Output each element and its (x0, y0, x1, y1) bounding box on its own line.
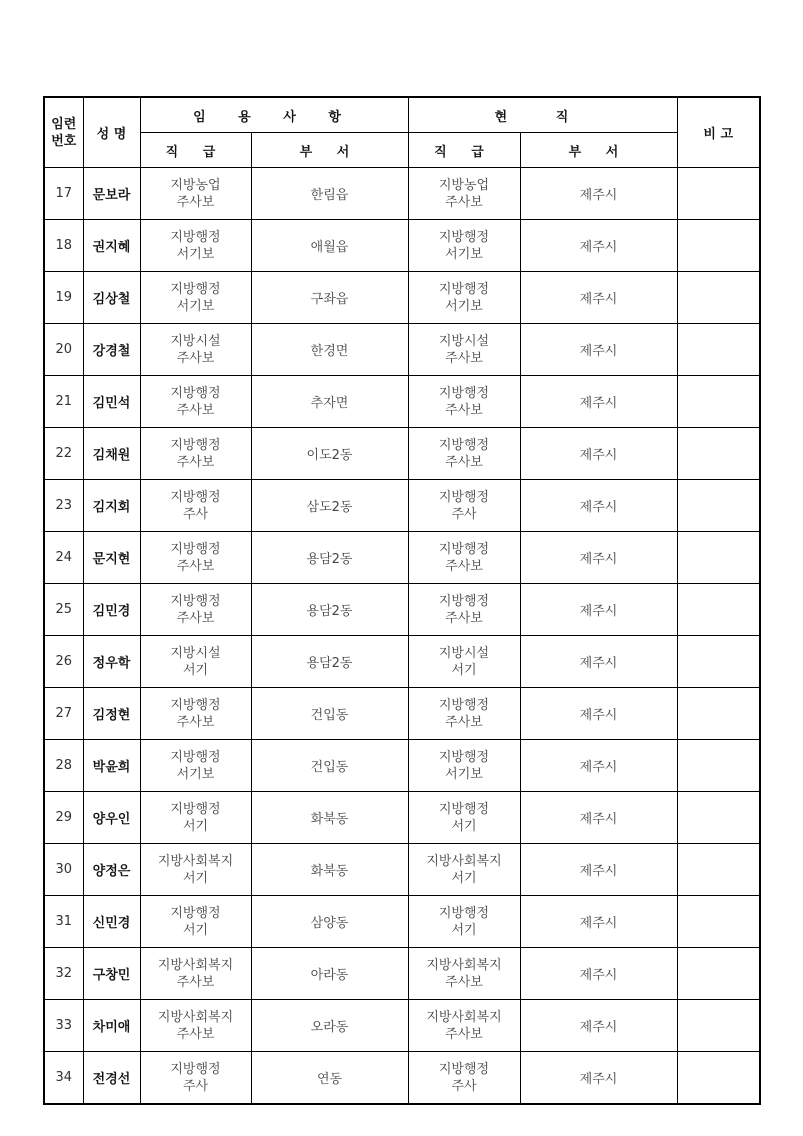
new-department: 이도2동 (251, 428, 408, 480)
new-grade-line1: 지방행정 (170, 281, 221, 297)
table-row (44, 1052, 760, 1105)
remark-cell (677, 532, 760, 584)
table-row (44, 688, 760, 740)
current-grade-line1: 지방행정 (438, 385, 490, 401)
current-department: 제주시 (520, 740, 677, 792)
new-department: 화북동 (251, 844, 408, 896)
remark-cell (677, 480, 760, 532)
order-number: 23 (44, 480, 83, 532)
new-grade-line2: 서기 (182, 818, 209, 834)
table-row (44, 480, 760, 532)
header-current-position: 현 직 (408, 97, 677, 133)
person-name: 김민석 (83, 376, 140, 428)
current-grade (408, 688, 520, 740)
current-grade-line2: 서기보 (445, 766, 483, 782)
current-grade (408, 792, 520, 844)
new-grade-line1: 지방행정 (170, 1061, 221, 1077)
current-grade-line2: 주사보 (445, 350, 483, 366)
current-department: 제주시 (520, 168, 677, 220)
new-grade (140, 740, 251, 792)
new-department: 용담2동 (251, 532, 408, 584)
person-name: 구창민 (83, 948, 140, 1000)
new-grade-line1: 지방행정 (170, 905, 221, 921)
new-department: 구좌읍 (251, 272, 408, 324)
table-row (44, 740, 760, 792)
current-grade-line1: 지방행정 (438, 489, 490, 505)
new-grade (140, 688, 251, 740)
current-grade-line1: 지방사회복지 (426, 853, 502, 869)
remark-cell (677, 792, 760, 844)
current-department: 제주시 (520, 688, 677, 740)
current-department: 제주시 (520, 220, 677, 272)
order-number: 18 (44, 220, 83, 272)
current-department: 제주시 (520, 1000, 677, 1052)
new-grade-line1: 지방행정 (170, 541, 221, 557)
new-grade-line1: 지방사회복지 (157, 957, 234, 973)
current-grade-line2: 주사 (451, 1078, 477, 1094)
table-row (44, 324, 760, 376)
current-grade-line1: 지방행정 (438, 697, 490, 713)
new-grade-line1: 지방행정 (170, 697, 221, 713)
new-grade (140, 1052, 251, 1105)
order-number: 33 (44, 1000, 83, 1052)
person-name: 김정현 (83, 688, 140, 740)
current-department: 제주시 (520, 532, 677, 584)
current-grade-line1: 지방농업 (438, 177, 490, 193)
current-grade-line2: 주사보 (445, 714, 483, 730)
order-number: 34 (44, 1052, 83, 1105)
new-grade-line1: 지방행정 (170, 593, 221, 609)
person-name: 문보라 (83, 168, 140, 220)
new-grade-line2: 서기 (182, 870, 209, 886)
table-row (44, 896, 760, 948)
current-grade-line1: 지방행정 (438, 801, 490, 817)
order-number: 30 (44, 844, 83, 896)
new-grade-line1: 지방농업 (170, 177, 221, 193)
remark-cell (677, 740, 760, 792)
new-grade (140, 948, 251, 1000)
current-grade (408, 220, 520, 272)
table-row (44, 532, 760, 584)
new-grade (140, 792, 251, 844)
table-row (44, 1000, 760, 1052)
current-grade (408, 532, 520, 584)
new-grade-line1: 지방행정 (170, 749, 221, 765)
new-grade-line1: 지방행정 (170, 229, 221, 245)
person-name: 신민경 (83, 896, 140, 948)
remark-cell (677, 584, 760, 636)
new-department: 화북동 (251, 792, 408, 844)
header-row-top (44, 97, 760, 133)
new-grade-line2: 주사보 (176, 454, 215, 470)
new-department: 아라동 (251, 948, 408, 1000)
remark-cell (677, 428, 760, 480)
current-grade (408, 428, 520, 480)
current-department: 제주시 (520, 896, 677, 948)
new-department: 오라동 (251, 1000, 408, 1052)
new-grade-line2: 주사보 (176, 714, 215, 730)
new-department: 한경면 (251, 324, 408, 376)
current-grade-line2: 주사보 (445, 194, 483, 210)
current-grade-line1: 지방사회복지 (426, 957, 502, 973)
new-grade-line2: 서기 (182, 922, 209, 938)
new-grade-line1: 지방시설 (170, 645, 221, 661)
order-number: 26 (44, 636, 83, 688)
appointment-roster-table (43, 96, 761, 1105)
new-grade (140, 1000, 251, 1052)
table-row (44, 220, 760, 272)
remark-cell (677, 896, 760, 948)
remark-cell (677, 324, 760, 376)
header-name: 성 명 (83, 97, 140, 168)
order-number: 32 (44, 948, 83, 1000)
person-name: 정우학 (83, 636, 140, 688)
current-grade-line1: 지방행정 (438, 1061, 490, 1077)
header-current-grade: 직 급 (408, 133, 520, 168)
current-grade (408, 948, 520, 1000)
new-grade (140, 636, 251, 688)
current-department: 제주시 (520, 792, 677, 844)
order-number: 27 (44, 688, 83, 740)
table-row (44, 168, 760, 220)
new-grade (140, 532, 251, 584)
table-row (44, 948, 760, 1000)
new-grade-line1: 지방시설 (170, 333, 221, 349)
order-number: 19 (44, 272, 83, 324)
remark-cell (677, 844, 760, 896)
roster-body (44, 168, 760, 1105)
new-grade (140, 272, 251, 324)
current-grade (408, 324, 520, 376)
new-grade-line1: 지방사회복지 (157, 853, 234, 869)
current-grade-line2: 서기 (451, 818, 477, 834)
current-grade-line2: 주사 (451, 506, 477, 522)
new-department: 추자면 (251, 376, 408, 428)
current-department: 제주시 (520, 948, 677, 1000)
current-grade-line2: 주사보 (445, 454, 483, 470)
current-department: 제주시 (520, 272, 677, 324)
remark-cell (677, 636, 760, 688)
current-grade (408, 740, 520, 792)
new-grade-line2: 주사보 (176, 1026, 215, 1042)
new-department: 삼양동 (251, 896, 408, 948)
new-grade (140, 168, 251, 220)
new-department: 삼도2동 (251, 480, 408, 532)
person-name: 차미애 (83, 1000, 140, 1052)
table-row (44, 792, 760, 844)
person-name: 김채원 (83, 428, 140, 480)
current-grade-line1: 지방행정 (438, 905, 490, 921)
order-number: 20 (44, 324, 83, 376)
current-grade-line1: 지방행정 (438, 437, 490, 453)
remark-cell (677, 220, 760, 272)
header-order-no-line2: 번호 (51, 133, 77, 149)
table-row (44, 272, 760, 324)
table-row (44, 844, 760, 896)
order-number: 21 (44, 376, 83, 428)
new-grade (140, 428, 251, 480)
table-row (44, 636, 760, 688)
new-department: 용담2동 (251, 584, 408, 636)
current-department: 제주시 (520, 584, 677, 636)
new-grade (140, 480, 251, 532)
new-department: 한림읍 (251, 168, 408, 220)
table-row (44, 428, 760, 480)
person-name: 박윤희 (83, 740, 140, 792)
person-name: 양우인 (83, 792, 140, 844)
remark-cell (677, 688, 760, 740)
new-grade-line2: 주사 (182, 1078, 209, 1094)
order-number: 17 (44, 168, 83, 220)
new-department: 연동 (251, 1052, 408, 1105)
current-grade (408, 636, 520, 688)
remark-cell (677, 948, 760, 1000)
new-grade-line2: 주사보 (176, 974, 215, 990)
current-grade-line2: 주사보 (445, 610, 483, 626)
new-department: 애월읍 (251, 220, 408, 272)
current-department: 제주시 (520, 1052, 677, 1105)
header-new-grade: 직 급 (140, 133, 251, 168)
current-grade-line2: 주사보 (445, 974, 483, 990)
new-grade-line1: 지방행정 (170, 489, 221, 505)
order-number: 24 (44, 532, 83, 584)
new-grade-line2: 서기보 (176, 246, 215, 262)
new-grade-line2: 서기보 (176, 766, 215, 782)
new-department: 용담2동 (251, 636, 408, 688)
current-grade-line1: 지방행정 (438, 749, 490, 765)
header-order-no (44, 97, 83, 168)
order-number: 22 (44, 428, 83, 480)
current-grade-line2: 서기 (451, 870, 477, 886)
current-grade (408, 376, 520, 428)
current-grade-line1: 지방행정 (438, 593, 490, 609)
header-order-no-line1: 임련 (51, 116, 77, 132)
table-row (44, 584, 760, 636)
person-name: 김상철 (83, 272, 140, 324)
current-grade (408, 168, 520, 220)
new-grade (140, 896, 251, 948)
current-grade (408, 1052, 520, 1105)
current-grade-line1: 지방행정 (438, 281, 490, 297)
current-department: 제주시 (520, 844, 677, 896)
remark-cell (677, 376, 760, 428)
current-grade-line1: 지방시설 (438, 645, 490, 661)
person-name: 전경선 (83, 1052, 140, 1105)
remark-cell (677, 168, 760, 220)
current-grade (408, 272, 520, 324)
person-name: 권지혜 (83, 220, 140, 272)
new-grade-line2: 주사보 (176, 350, 215, 366)
order-number: 29 (44, 792, 83, 844)
new-grade (140, 844, 251, 896)
header-current-dept: 부 서 (520, 133, 677, 168)
current-grade-line1: 지방시설 (438, 333, 490, 349)
new-grade (140, 584, 251, 636)
current-department: 제주시 (520, 376, 677, 428)
current-grade-line2: 주사보 (445, 1026, 483, 1042)
new-grade-line1: 지방사회복지 (157, 1009, 234, 1025)
current-grade-line2: 주사보 (445, 402, 483, 418)
new-grade-line2: 주사보 (176, 610, 215, 626)
new-grade-line2: 서기보 (176, 298, 215, 314)
person-name: 김민경 (83, 584, 140, 636)
new-department: 건입동 (251, 740, 408, 792)
new-grade (140, 376, 251, 428)
current-department: 제주시 (520, 636, 677, 688)
person-name: 강경철 (83, 324, 140, 376)
remark-cell (677, 272, 760, 324)
new-grade-line1: 지방행정 (170, 385, 221, 401)
current-grade-line1: 지방행정 (438, 229, 490, 245)
current-grade (408, 844, 520, 896)
current-grade-line2: 서기 (451, 662, 477, 678)
order-number: 25 (44, 584, 83, 636)
new-grade-line1: 지방행정 (170, 801, 221, 817)
current-grade-line2: 서기보 (445, 246, 483, 262)
header-new-dept: 부 서 (251, 133, 408, 168)
new-grade-line1: 지방행정 (170, 437, 221, 453)
current-grade-line2: 서기보 (445, 298, 483, 314)
person-name: 김지회 (83, 480, 140, 532)
new-grade-line2: 주사보 (176, 402, 215, 418)
header-appointment: 임 용 사 항 (140, 97, 408, 133)
header-row-sub (44, 133, 760, 168)
person-name: 양정은 (83, 844, 140, 896)
new-grade-line2: 주사 (182, 506, 209, 522)
order-number: 31 (44, 896, 83, 948)
new-grade-line2: 주사보 (176, 194, 215, 210)
new-grade-line2: 주사보 (176, 558, 215, 574)
current-grade (408, 1000, 520, 1052)
remark-cell (677, 1052, 760, 1105)
current-department: 제주시 (520, 428, 677, 480)
new-department: 건입동 (251, 688, 408, 740)
current-grade (408, 480, 520, 532)
order-number: 28 (44, 740, 83, 792)
current-grade-line2: 서기 (451, 922, 477, 938)
current-grade-line2: 주사보 (445, 558, 483, 574)
current-department: 제주시 (520, 480, 677, 532)
current-grade-line1: 지방사회복지 (426, 1009, 502, 1025)
remark-cell (677, 1000, 760, 1052)
current-grade (408, 896, 520, 948)
new-grade (140, 220, 251, 272)
current-grade (408, 584, 520, 636)
current-grade-line1: 지방행정 (438, 541, 490, 557)
table-row (44, 376, 760, 428)
person-name: 문지현 (83, 532, 140, 584)
header-remarks: 비 고 (677, 97, 760, 168)
new-grade (140, 324, 251, 376)
current-department: 제주시 (520, 324, 677, 376)
new-grade-line2: 서기 (182, 662, 209, 678)
